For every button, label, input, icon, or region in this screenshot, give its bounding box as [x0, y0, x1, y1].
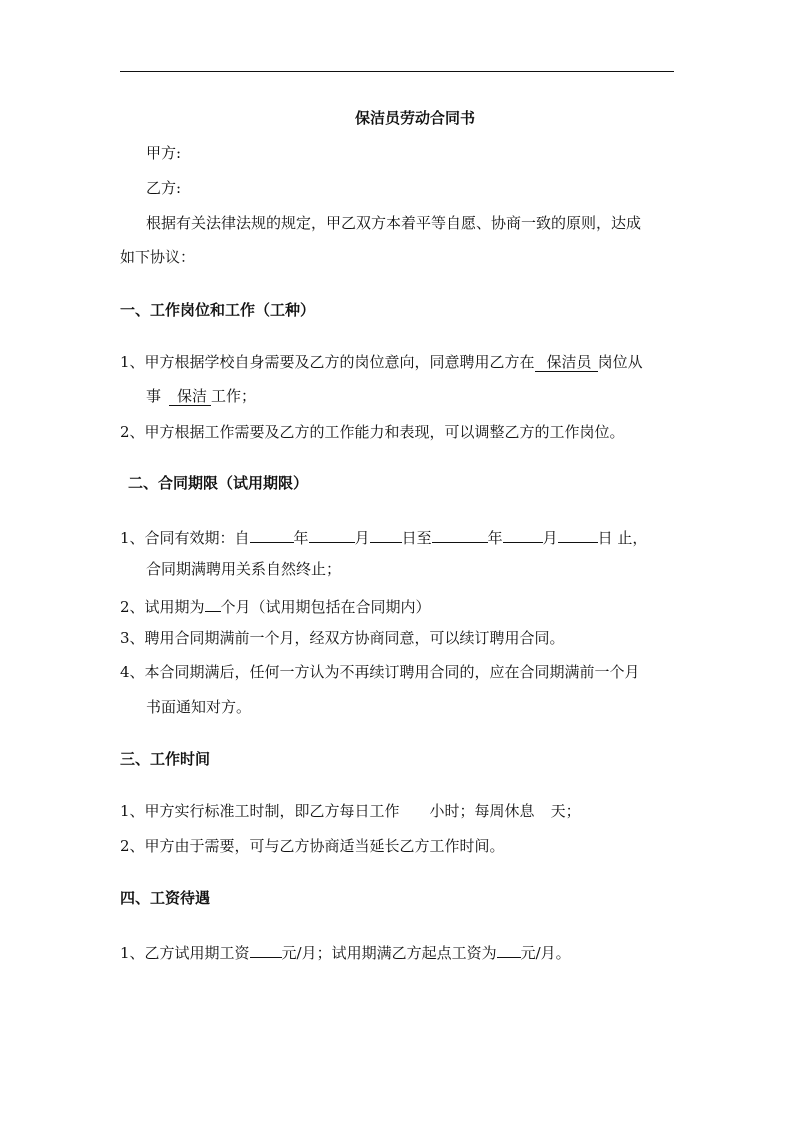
sec1-item1-text-b: 岗位从	[597, 353, 643, 371]
sec3-item2: 2、甲方由于需要，可与乙方协商适当延长乙方工作时间。	[120, 837, 505, 855]
probation-months-blank	[205, 594, 221, 612]
end-day-label: 日 止，	[597, 529, 648, 547]
day-to-label: 日至	[401, 529, 432, 547]
year-label: 年	[293, 529, 309, 547]
probation-wage-blank	[250, 940, 282, 958]
sec2-item2-text-b: 个月（试用期包括在合同期内）	[220, 598, 431, 616]
sec1-item1-line1	[120, 352, 643, 372]
sec2-item4-line1: 4、本合同期满后，任何一方认为不再续订聘用合同的，应在合同期满前一个月	[120, 663, 640, 681]
sec1-item1-text-c: 事	[146, 387, 162, 405]
sec4-item1-text-b: 元/月；试用期满乙方起点工资为	[281, 944, 497, 962]
sec2-item3: 3、聘用合同期满前一个月，经双方协商同意，可以续订聘用合同。	[120, 629, 565, 647]
end-year-blank	[432, 525, 488, 543]
intro-line-2: 如下协议：	[120, 248, 196, 266]
sec2-item1-line2: 合同期满聘用关系自然终止；	[146, 560, 342, 578]
sec3-item1-text-a: 1、甲方实行标准工时制，即乙方每日工作	[120, 802, 400, 820]
sec3-item1-text-b: 小时；每周休息	[429, 802, 535, 820]
section-3-heading: 三、工作时间	[120, 750, 211, 768]
party-a-label: 甲方:	[146, 144, 182, 162]
sec4-item1	[120, 940, 571, 963]
sec2-item2-text-a: 2、试用期为	[120, 598, 205, 616]
end-day-blank	[558, 525, 598, 543]
start-month-blank	[309, 525, 355, 543]
party-b-label: 乙方:	[146, 179, 182, 197]
sec3-item1-text-c: 天；	[550, 802, 581, 820]
sec1-item1-text-d: 工作；	[211, 387, 257, 405]
start-year-blank	[250, 525, 294, 543]
work-field: 保洁	[169, 387, 211, 406]
section-1-heading: 一、工作岗位和工作（工种）	[120, 301, 316, 319]
sec2-item1-text-a: 1、合同有效期：自	[120, 529, 250, 547]
sec4-item1-text-a: 1、乙方试用期工资	[120, 944, 250, 962]
sec4-item1-text-c: 元/月。	[520, 944, 571, 962]
document-title: 保洁员劳动合同书	[355, 109, 476, 127]
sec2-item2	[120, 594, 431, 617]
sec3-item1	[120, 801, 581, 821]
sec1-item1-text-a: 1、甲方根据学校自身需要及乙方的岗位意向，同意聘用乙方在	[120, 353, 535, 371]
month-label: 月	[354, 529, 370, 547]
sec1-item1-line2	[146, 386, 256, 406]
sec2-item4-line2: 书面通知对方。	[146, 698, 252, 716]
end-month-label: 月	[542, 529, 558, 547]
sec1-item2: 2、甲方根据工作需要及乙方的工作能力和表现，可以调整乙方的工作岗位。	[120, 423, 625, 441]
starting-wage-blank	[497, 940, 521, 958]
section-4-heading: 四、工资待遇	[120, 889, 211, 907]
section-2-heading: 二、合同期限（试用期限）	[128, 474, 309, 492]
end-month-blank	[503, 525, 543, 543]
header-rule	[120, 71, 674, 72]
start-day-blank	[370, 525, 402, 543]
intro-line-1: 根据有关法律法规的规定，甲乙双方本着平等自愿、协商一致的原则，达成	[146, 214, 642, 232]
end-year-label: 年	[487, 529, 503, 547]
sec2-item1-line1	[120, 525, 647, 548]
position-field: 保洁员	[535, 353, 598, 372]
